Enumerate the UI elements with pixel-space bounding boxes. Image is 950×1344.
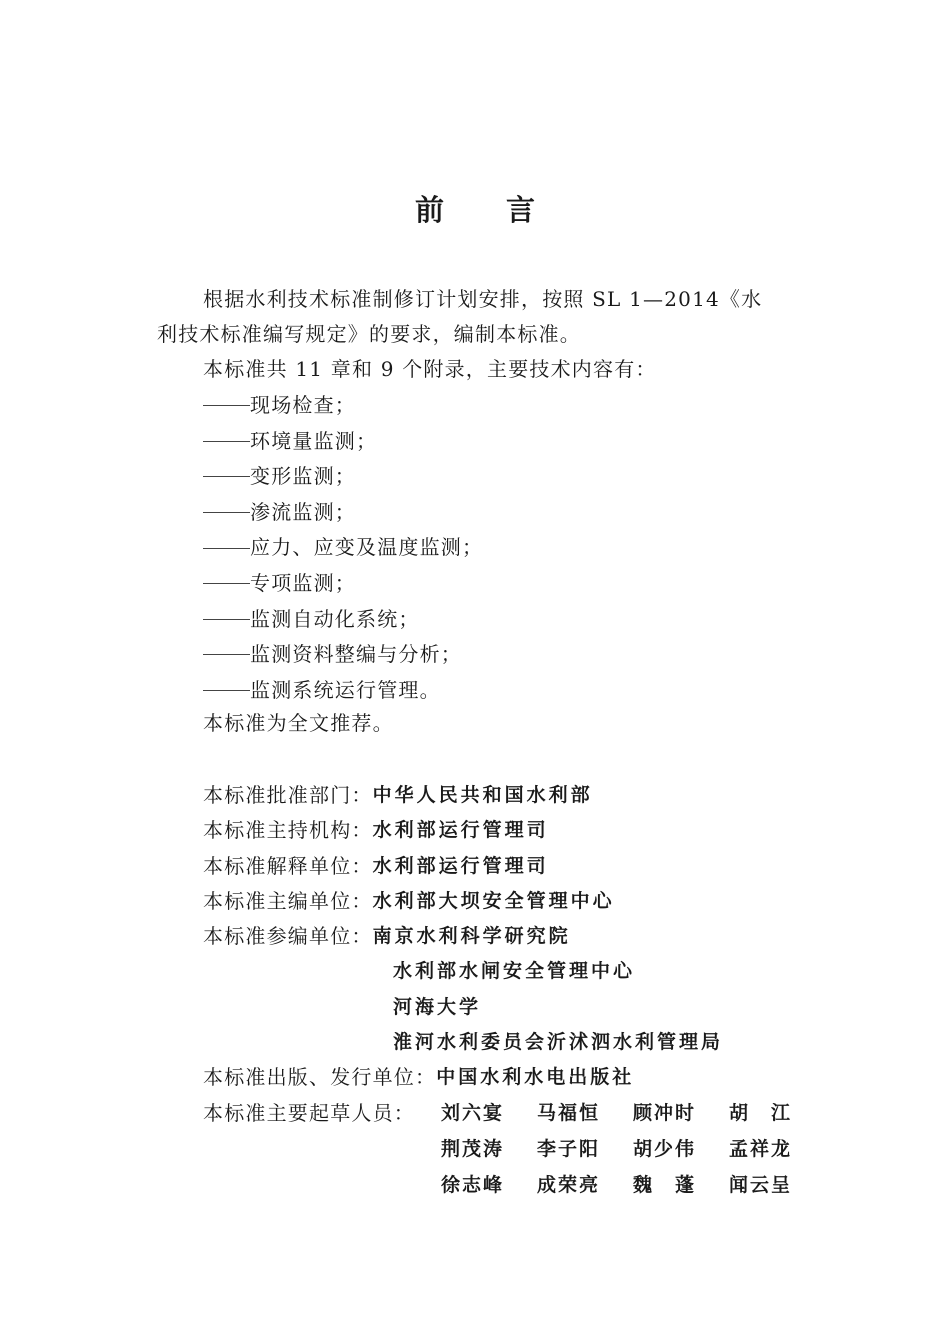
dash-icon <box>203 619 250 620</box>
list-item: 应力、应变及温度监测； <box>203 530 483 566</box>
list-item: 渗流监测； <box>203 495 483 531</box>
list-item: 专项监测； <box>203 566 483 602</box>
list-item: 环境量监测； <box>203 424 483 460</box>
interpretation-row: 本标准解释单位： 水利部运行管理司 <box>203 853 549 878</box>
drafter-name: 魏 蓬 <box>633 1174 697 1196</box>
dash-icon <box>203 583 250 584</box>
intro-line-1: 根据水利技术标准制修订计划安排，按照 SL 1—2014《水 <box>203 287 763 311</box>
drafters-row: 本标准主要起草人员： 刘六宴 马福恒 顾冲时 胡 江 <box>203 1095 825 1131</box>
drafters-block <box>203 1095 825 1203</box>
page-title <box>0 188 950 229</box>
drafter-name: 徐志峰 <box>441 1174 505 1196</box>
drafter-name: 刘六宴 <box>441 1102 505 1124</box>
drafter-name: 胡少伟 <box>633 1138 697 1160</box>
intro-line-3: 本标准共 11 章和 9 个附录，主要技术内容有： <box>203 357 657 381</box>
list-item: 监测资料整编与分析； <box>203 637 483 673</box>
list-item: 变形监测； <box>203 459 483 495</box>
drafter-name: 闻云呈 <box>729 1174 793 1196</box>
drafter-name: 成荣亮 <box>537 1174 601 1196</box>
drafter-name: 胡 江 <box>729 1102 793 1124</box>
drafter-name: 顾冲时 <box>633 1102 697 1124</box>
co-editor-row: 水利部水闸安全管理中心 <box>393 960 636 983</box>
intro-line-2: 利技术标准编写规定》的要求，编制本标准。 <box>157 322 581 346</box>
approval-row: 本标准批准部门： 中华人民共和国水利部 <box>203 783 593 807</box>
dash-icon <box>203 441 250 442</box>
co-editors-row: 本标准参编单位： 南京水利科学研究院 <box>203 924 571 949</box>
title-char-2: 言 <box>506 193 536 227</box>
dash-icon <box>203 476 250 477</box>
drafter-name: 荆茂涛 <box>441 1138 505 1160</box>
list-item: 现场检查； <box>203 388 483 424</box>
recommendation-text: 本标准为全文推荐。 <box>203 711 394 735</box>
title-char-1: 前 <box>414 193 444 227</box>
list-item: 监测系统运行管理。 <box>203 673 483 709</box>
co-editor-row: 河海大学 <box>393 995 482 1018</box>
list-item: 监测自动化系统； <box>203 602 483 638</box>
metadata-block <box>203 778 723 1096</box>
host-row: 本标准主持机构： 水利部运行管理司 <box>203 818 549 843</box>
drafter-name: 马福恒 <box>537 1102 601 1124</box>
drafters-row <box>203 1131 825 1167</box>
dash-icon <box>203 405 250 406</box>
drafter-name: 孟祥龙 <box>729 1138 793 1160</box>
drafter-name: 李子阳 <box>537 1138 601 1160</box>
chief-editor-row: 本标准主编单位： 水利部大坝安全管理中心 <box>203 888 615 913</box>
dash-icon <box>203 512 250 513</box>
contents-list <box>203 388 483 708</box>
publisher-row: 本标准出版、发行单位： 中国水利水电出版社 <box>203 1065 635 1090</box>
dash-icon <box>203 690 250 691</box>
dash-icon <box>203 548 250 549</box>
dash-icon <box>203 654 250 655</box>
co-editor-row: 淮河水利委员会沂沭泗水利管理局 <box>393 1031 724 1054</box>
drafters-row <box>203 1167 825 1203</box>
